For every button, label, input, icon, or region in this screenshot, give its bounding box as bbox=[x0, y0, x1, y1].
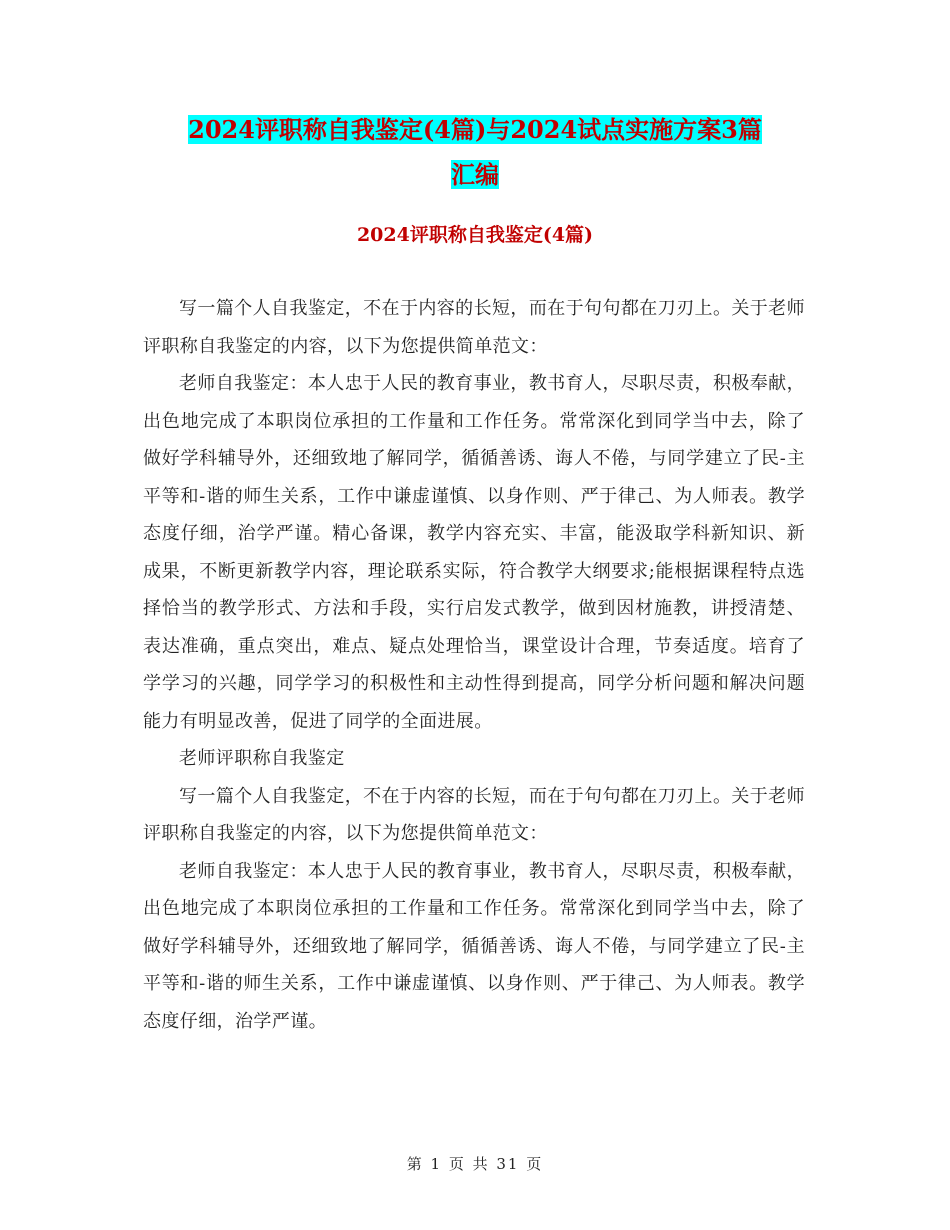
document-title-line-2 bbox=[0, 152, 950, 198]
document-title-line-1 bbox=[0, 107, 950, 153]
document-title-line-1-text: 2024评职称自我鉴定(4篇)与2024试点实施方案3篇 bbox=[188, 115, 762, 144]
document-body bbox=[143, 290, 805, 1040]
paragraph-subheading: 老师评职称自我鉴定 bbox=[179, 748, 345, 769]
paragraph-self-assessment: 老师自我鉴定：本人忠于人民的教育事业，教书育人，尽职尽责，积极奉献，出色地完成了本职岗位承担的工作量和工作任务。常常深化到同学当中去，除了做好学科辅导外，还细致地了解同学，循循善诱、诲人不倦，与同学建立了民-主平等和-谐的师生关系，工作中谦虚谨慎、以身作则、严于律己、为人师表。教学态度仔细，治学严谨。精心备课，教学内容充实、丰富，能汲取学科新知识、新成果，不断更新教学内容，理论联系实际，符合教学大纲要求;能根据课程特点选择恰当的教学形式、方法和手段，实行启发式教学，做到因材施教，讲授清楚、表达准确，重点突出，难点、疑点处理恰当，课堂设计合理，节奏适度。培育了学学习的兴趣，同学学习的积极性和主动性得到提高，同学分析问题和解决问题能力有明显改善，促进了同学的全面进展。 bbox=[143, 373, 805, 732]
paragraph-intro-repeat: 写一篇个人自我鉴定，不在于内容的长短，而在于句句都在刀刃上。关于老师评职称自我鉴定的内容，以下为您提供简单范文： bbox=[143, 785, 805, 844]
document-title-line-2-text: 汇编 bbox=[451, 160, 499, 189]
paragraph-self-assessment-repeat: 老师自我鉴定：本人忠于人民的教育事业，教书育人，尽职尽责，积极奉献，出色地完成了本职岗位承担的工作量和工作任务。常常深化到同学当中去，除了做好学科辅导外，还细致地了解同学，循循善诱、诲人不倦，与同学建立了民-主平等和-谐的师生关系，工作中谦虚谨慎、以身作则、严于律己、为人师表。教学态度仔细，治学严谨。 bbox=[143, 860, 805, 1032]
section-title: 2024评职称自我鉴定(4篇) bbox=[356, 224, 594, 246]
paragraph-intro: 写一篇个人自我鉴定，不在于内容的长短，而在于句句都在刀刃上。关于老师评职称自我鉴定的内容，以下为您提供简单范文： bbox=[143, 298, 805, 357]
page-footer: 第 1 页 共 31 页 bbox=[406, 1155, 544, 1173]
